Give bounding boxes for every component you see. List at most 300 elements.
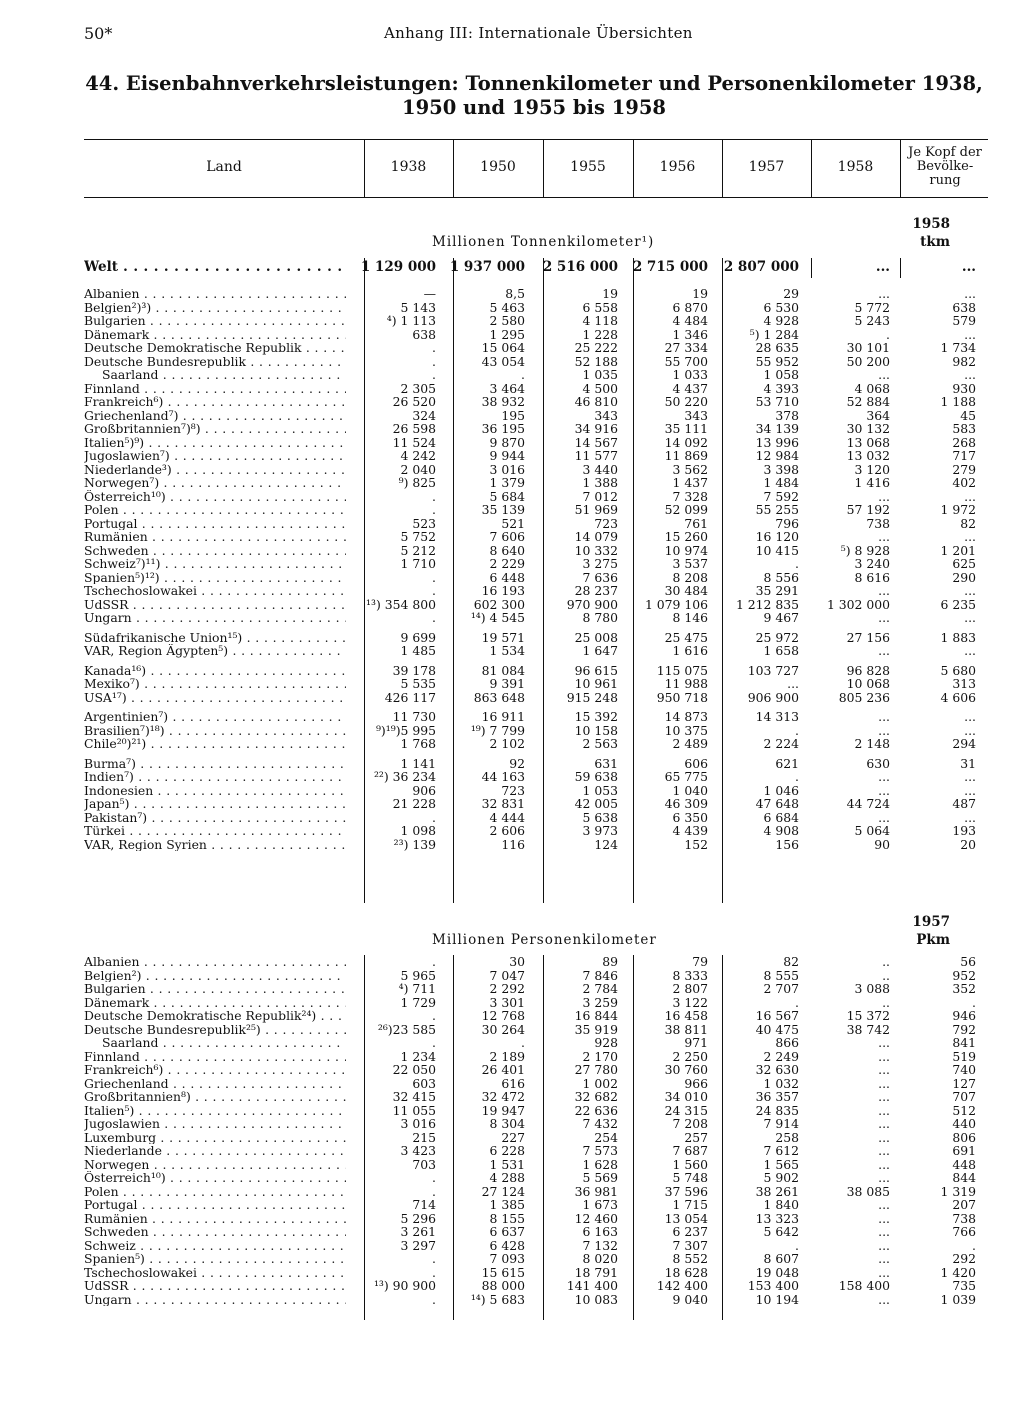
country-name: USA¹⁷) . . .: [84, 691, 346, 705]
table-row: [84, 1171, 988, 1185]
value-cell: 378: [775, 407, 799, 423]
value-cell: ...: [878, 1291, 890, 1307]
value-cell: 32 682: [574, 1089, 618, 1104]
value-cell: .: [432, 353, 436, 369]
value-cell: .: [432, 954, 436, 969]
value-cell: 1 033: [672, 367, 708, 382]
per-capita-cell: 982: [952, 353, 976, 369]
value-cell: 34 139: [755, 421, 799, 436]
per-capita-cell: 82: [960, 515, 976, 531]
value-cell: 14 873: [664, 709, 708, 724]
value-cell: 8 552: [672, 1251, 708, 1266]
value-cell: 26 598: [392, 421, 436, 436]
column-rule: [364, 258, 365, 903]
value-cell: 89: [602, 954, 618, 969]
value-cell: 805 236: [838, 689, 890, 705]
column-rule: [722, 258, 723, 903]
value-cell: 4 439: [672, 823, 708, 838]
value-cell: —: [423, 286, 436, 301]
value-cell: 2 229: [489, 556, 525, 571]
value-cell: 36 981: [574, 1183, 618, 1199]
value-cell: 8 333: [672, 967, 708, 983]
per-capita-cell: 1 201: [940, 542, 976, 558]
country-name: Schweiz⁷)¹¹) . . .: [84, 557, 346, 571]
value-cell: 1 129 000: [360, 259, 436, 275]
column-rule: [722, 955, 723, 1320]
value-cell: 7 573: [582, 1143, 618, 1158]
value-cell: 254: [594, 1129, 618, 1145]
value-cell: 3 464: [489, 380, 525, 396]
table-row: [84, 644, 988, 658]
country-name: UdSSR . . .: [84, 598, 346, 612]
value-cell: 18 628: [664, 1264, 708, 1280]
value-cell: 29: [783, 286, 799, 301]
value-cell: 42 005: [574, 796, 618, 811]
value-cell: 3 259: [582, 994, 618, 1010]
value-cell: ...: [878, 1156, 890, 1172]
table-row: [84, 1117, 988, 1131]
value-cell: 2 040: [400, 461, 436, 477]
value-cell: ...: [878, 610, 890, 625]
table-row: [84, 584, 988, 598]
value-cell: 9 870: [489, 434, 525, 450]
value-cell: 215: [412, 1129, 436, 1145]
value-cell: 16 193: [481, 583, 525, 598]
value-cell: 8 640: [489, 542, 525, 558]
table-row: [84, 395, 988, 409]
table-row: [84, 598, 988, 612]
section1-kopf-unit: tkm: [920, 234, 950, 250]
value-cell: ...: [878, 1116, 890, 1131]
country-name: Chile²⁰)²¹) . . .: [84, 737, 346, 751]
per-capita-cell: 5 680: [940, 662, 976, 678]
value-cell: 5 569: [582, 1170, 618, 1185]
value-cell: 3 275: [582, 556, 618, 571]
value-cell: ...: [878, 1075, 890, 1091]
column-rule: [543, 258, 544, 903]
per-capita-cell: ...: [964, 709, 976, 724]
country-name: Argentinien⁷) . . .: [84, 710, 346, 724]
value-cell: 82: [783, 954, 799, 969]
value-cell: 1 840: [763, 1197, 799, 1212]
value-cell: 5 748: [672, 1170, 708, 1185]
table-row: [84, 691, 988, 705]
value-cell: 1 658: [763, 643, 799, 658]
value-cell: 6 237: [672, 1224, 708, 1239]
value-cell: 43 054: [481, 353, 525, 369]
page-header: [84, 24, 1004, 46]
value-cell: 1 234: [400, 1048, 436, 1064]
value-cell: 638: [412, 326, 436, 342]
value-cell: 1 053: [582, 782, 618, 798]
value-cell: 35 919: [574, 1021, 618, 1037]
country-name: Finnland . . .: [84, 382, 346, 396]
value-cell: 602 300: [473, 596, 525, 612]
value-cell: 13 996: [755, 434, 799, 450]
value-cell: 2 707: [763, 981, 799, 996]
value-cell: 96 615: [574, 662, 618, 678]
table-row: [84, 784, 988, 798]
value-cell: 630: [866, 755, 890, 771]
value-cell: 9 944: [489, 448, 525, 463]
table-row: [84, 422, 988, 436]
value-cell: 714: [412, 1197, 436, 1212]
value-cell: 3 016: [400, 1116, 436, 1131]
value-cell: 966: [684, 1075, 708, 1091]
table-row: [84, 737, 988, 751]
per-capita-cell: 290: [952, 569, 976, 585]
value-cell: 5 965: [400, 967, 436, 983]
per-capita-cell: 193: [952, 823, 976, 838]
country-name: Rumänien . . .: [84, 530, 346, 544]
country-name: Bulgarien . . .: [84, 314, 346, 328]
column-rule: [811, 258, 812, 278]
value-cell: 5 463: [489, 299, 525, 315]
value-cell: 36 357: [755, 1089, 799, 1104]
value-cell: 19 571: [481, 629, 525, 645]
value-cell: 21 228: [392, 796, 436, 811]
column-rule: [543, 955, 544, 1320]
value-cell: 8 208: [672, 569, 708, 585]
table-row: [84, 955, 988, 969]
value-cell: 25 008: [574, 629, 618, 645]
value-cell: ¹⁹) 7 799: [470, 722, 525, 738]
value-cell: 7 208: [672, 1116, 708, 1131]
value-cell: .: [432, 809, 436, 825]
value-cell: 12 460: [574, 1210, 618, 1226]
value-cell: 81 084: [481, 662, 525, 678]
value-cell: 46 810: [574, 394, 618, 409]
value-cell: .: [432, 610, 436, 625]
value-cell: 52 188: [574, 353, 618, 369]
value-cell: 2 102: [489, 736, 525, 751]
value-cell: ...: [878, 1102, 890, 1118]
value-cell: 5 143: [400, 299, 436, 315]
table-row: [84, 1131, 988, 1145]
value-cell: 38 742: [846, 1021, 890, 1037]
value-cell: 32 630: [755, 1062, 799, 1077]
country-name: Österreich¹⁰) . . .: [84, 490, 346, 504]
column-header-year: 1938: [390, 159, 427, 175]
value-cell: 13 323: [755, 1210, 799, 1226]
section2-rows: [84, 955, 988, 1306]
table-row: [84, 838, 988, 852]
value-cell: .: [432, 1183, 436, 1199]
country-name: Niederlande . . .: [84, 1144, 346, 1158]
per-capita-cell: 740: [952, 1062, 976, 1077]
value-cell: 27 334: [664, 340, 708, 355]
value-cell: 606: [684, 755, 708, 771]
value-cell: .: [795, 1237, 799, 1253]
value-cell: 8 616: [854, 569, 890, 585]
per-capita-cell: 1 188: [940, 394, 976, 409]
value-cell: ...: [878, 286, 890, 301]
value-cell: 16 567: [755, 1008, 799, 1023]
value-cell: 14 092: [664, 434, 708, 450]
value-cell: 1 346: [672, 326, 708, 342]
value-cell: 15 392: [574, 709, 618, 724]
value-cell: ...: [878, 1129, 890, 1145]
value-cell: ⁴) 1 113: [386, 313, 436, 328]
value-cell: 2 807 000: [723, 259, 799, 275]
per-capita-cell: ...: [964, 367, 976, 382]
per-capita-cell: ...: [964, 286, 976, 301]
value-cell: 7 132: [582, 1237, 618, 1253]
value-cell: 1 002: [582, 1075, 618, 1091]
per-capita-cell: 1 420: [940, 1264, 976, 1280]
value-cell: 5 642: [763, 1224, 799, 1239]
value-cell: .: [432, 488, 436, 504]
value-cell: 1 560: [672, 1156, 708, 1172]
value-cell: 96 828: [846, 662, 890, 678]
value-cell: ²²) 36 234: [373, 769, 436, 784]
value-cell: 15 064: [481, 340, 525, 355]
value-cell: 59 638: [574, 769, 618, 784]
value-cell: 4 288: [489, 1170, 525, 1185]
value-cell: 2 715 000: [632, 259, 708, 275]
country-name: Bulgarien . . .: [84, 982, 346, 996]
per-capita-cell: 207: [952, 1197, 976, 1212]
value-cell: 970 900: [566, 596, 618, 612]
value-cell: .: [432, 1291, 436, 1307]
table-row: [84, 517, 988, 531]
per-capita-cell: ...: [964, 610, 976, 625]
value-cell: 2 249: [763, 1048, 799, 1064]
value-cell: 35 139: [481, 502, 525, 517]
country-name: Finnland . . .: [84, 1050, 346, 1064]
value-cell: 1 058: [763, 367, 799, 382]
value-cell: .: [432, 1264, 436, 1280]
per-capita-cell: 519: [952, 1048, 976, 1064]
per-capita-cell: 31: [960, 755, 976, 771]
value-cell: 11 577: [574, 448, 618, 463]
value-cell: 4 928: [763, 313, 799, 328]
table-row: [84, 1185, 988, 1199]
per-capita-cell: ...: [964, 488, 976, 504]
value-cell: 14 079: [574, 529, 618, 544]
value-cell: 30 101: [846, 340, 890, 355]
table-row: [84, 382, 988, 396]
value-cell: 3 398: [763, 461, 799, 477]
value-cell: 14 313: [755, 709, 799, 724]
table-row: [84, 1158, 988, 1172]
value-cell: 30 132: [846, 421, 890, 436]
value-cell: 52 884: [846, 394, 890, 409]
value-cell: 1 565: [763, 1156, 799, 1172]
running-head: Anhang III: Internationale Übersichten: [384, 24, 693, 42]
value-cell: 1 710: [400, 556, 436, 571]
value-cell: 50 200: [846, 353, 890, 369]
table-row: [84, 490, 988, 504]
value-cell: 11 524: [392, 434, 436, 450]
table-row: [84, 1225, 988, 1239]
value-cell: .: [795, 722, 799, 738]
value-cell: ...: [878, 367, 890, 382]
value-cell: 22 050: [392, 1062, 436, 1077]
value-cell: 6 558: [582, 299, 618, 315]
per-capita-cell: 440: [952, 1116, 976, 1131]
value-cell: 8 555: [763, 967, 799, 983]
country-name: Österreich¹⁰) . . .: [84, 1171, 346, 1185]
country-name: Burma⁷) . . .: [84, 757, 346, 771]
value-cell: ...: [878, 529, 890, 544]
country-name: Spanien⁵)¹²) . . .: [84, 571, 346, 585]
value-cell: 5 212: [400, 542, 436, 558]
table-row: [84, 463, 988, 477]
country-name: Frankreich⁶) . . .: [84, 1063, 346, 1077]
value-cell: ...: [878, 1251, 890, 1266]
value-cell: 35 111: [664, 421, 708, 436]
table-row: [84, 301, 988, 315]
per-capita-cell: 448: [952, 1156, 976, 1172]
value-cell: 16 911: [481, 709, 525, 724]
value-cell: 5 638: [582, 809, 618, 825]
value-cell: 343: [684, 407, 708, 423]
value-cell: 2 784: [582, 981, 618, 996]
value-cell: 141 400: [566, 1278, 618, 1293]
value-cell: 44 724: [846, 796, 890, 811]
value-cell: 13 032: [846, 448, 890, 463]
value-cell: 5 535: [400, 676, 436, 691]
value-cell: 152: [684, 836, 708, 852]
column-rule: [633, 258, 634, 903]
value-cell: ¹³) 90 900: [373, 1278, 436, 1293]
value-cell: 1 673: [582, 1197, 618, 1212]
value-cell: 6 684: [763, 809, 799, 825]
table-row: [84, 530, 988, 544]
value-cell: .: [886, 326, 890, 342]
value-cell: 616: [501, 1075, 525, 1091]
value-cell: 1 715: [672, 1197, 708, 1212]
column-header-year: 1958: [837, 159, 874, 175]
value-cell: .: [795, 994, 799, 1010]
per-capita-cell: 625: [952, 556, 976, 571]
value-cell: 1 385: [489, 1197, 525, 1212]
per-capita-cell: 952: [952, 967, 976, 983]
table-row: [84, 969, 988, 983]
value-cell: 6 350: [672, 809, 708, 825]
value-cell: 6 428: [489, 1237, 525, 1253]
value-cell: 866: [775, 1035, 799, 1050]
table-row: [84, 287, 988, 301]
value-cell: 55 700: [664, 353, 708, 369]
value-cell: 4 484: [672, 313, 708, 328]
value-cell: 115 075: [656, 662, 708, 678]
per-capita-cell: ...: [964, 643, 976, 658]
value-cell: 1 098: [400, 823, 436, 838]
column-header-year: 1950: [480, 159, 516, 175]
value-cell: 27 780: [574, 1062, 618, 1077]
value-cell: 88 000: [481, 1278, 525, 1293]
table-row: [84, 757, 988, 771]
value-cell: ²⁶)23 585: [377, 1021, 436, 1037]
value-cell: 15 260: [664, 529, 708, 544]
value-cell: 906: [412, 782, 436, 798]
value-cell: 25 222: [574, 340, 618, 355]
per-capita-cell: 512: [952, 1102, 976, 1118]
value-cell: 2 224: [763, 736, 799, 751]
value-cell: ...: [878, 1210, 890, 1226]
country-name: Saarland . . .: [84, 368, 346, 382]
value-cell: 2 807: [672, 981, 708, 996]
value-cell: 10 332: [574, 542, 618, 558]
country-name: Welt . . .: [84, 258, 346, 277]
country-name: Italien⁵)⁹) . . .: [84, 436, 346, 450]
value-cell: .: [795, 556, 799, 571]
value-cell: ...: [878, 1035, 890, 1050]
value-cell: 1 416: [854, 475, 890, 490]
value-cell: ...: [878, 769, 890, 784]
value-cell: ...: [878, 1089, 890, 1104]
value-cell: 156: [775, 836, 799, 852]
value-cell: 1 040: [672, 782, 708, 798]
country-name: Brasilien⁷)¹⁸) . . .: [84, 724, 346, 738]
value-cell: 4 242: [400, 448, 436, 463]
section1-rows: [84, 258, 988, 851]
table-row: [84, 1104, 988, 1118]
value-cell: 12 984: [755, 448, 799, 463]
value-cell: 27 156: [846, 629, 890, 645]
value-cell: 631: [594, 755, 618, 771]
country-name: Mexiko⁷) . . .: [84, 677, 346, 691]
value-cell: ...: [878, 709, 890, 724]
value-cell: 38 085: [846, 1183, 890, 1199]
table-row: [84, 1279, 988, 1293]
value-cell: 19 048: [755, 1264, 799, 1280]
page-number: 50*: [84, 24, 113, 43]
value-cell: 7 846: [582, 967, 618, 983]
per-capita-line-2: Bevölke-: [916, 159, 974, 174]
value-cell: ..: [882, 994, 890, 1010]
value-cell: 5 902: [763, 1170, 799, 1185]
column-rule: [453, 258, 454, 903]
value-cell: 5 296: [400, 1210, 436, 1226]
value-cell: 52 099: [664, 502, 708, 517]
table-row: [84, 710, 988, 724]
value-cell: ⁹)¹⁹)5 995: [375, 722, 436, 738]
value-cell: 142 400: [656, 1278, 708, 1293]
value-cell: 4 393: [763, 380, 799, 396]
value-cell: 30 264: [481, 1021, 525, 1037]
country-name: Großbritannien⁸) . . .: [84, 1090, 346, 1104]
value-cell: 364: [866, 407, 890, 423]
value-cell: 761: [684, 515, 708, 531]
value-cell: 195: [501, 407, 525, 423]
per-capita-cell: ...: [964, 326, 976, 342]
per-capita-cell: 735: [952, 1278, 976, 1293]
table-row: [84, 677, 988, 691]
table-row: [84, 1266, 988, 1280]
value-cell: 9 391: [489, 676, 525, 691]
value-cell: 7 606: [489, 529, 525, 544]
value-cell: .: [795, 769, 799, 784]
per-capita-cell: 738: [952, 1210, 976, 1226]
value-cell: 92: [509, 755, 525, 771]
value-cell: 8 146: [672, 610, 708, 625]
value-cell: 26 401: [481, 1062, 525, 1077]
value-cell: 38 932: [481, 394, 525, 409]
table-row: [84, 557, 988, 571]
value-cell: 7 636: [582, 569, 618, 585]
per-capita-cell: 1 039: [940, 1291, 976, 1307]
value-cell: 3 297: [400, 1237, 436, 1253]
per-capita-cell: 717: [952, 448, 976, 463]
value-cell: 1 295: [489, 326, 525, 342]
per-capita-cell: 6 235: [940, 596, 976, 612]
per-capita-cell: 268: [952, 434, 976, 450]
country-name: Norwegen⁷) . . .: [84, 476, 346, 490]
value-cell: 35 291: [755, 583, 799, 598]
